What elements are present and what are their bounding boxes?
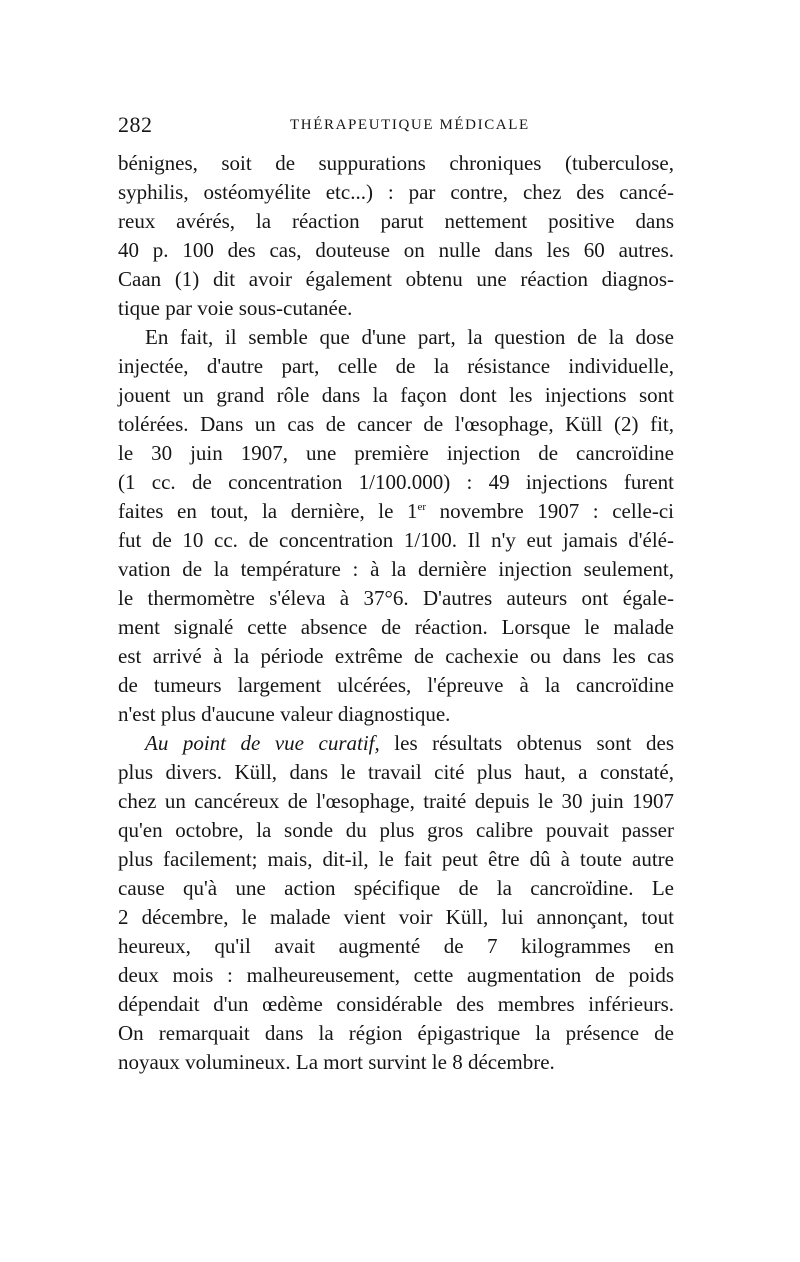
text-line: Caan (1) dit avoir également obtenu une réaction diagnos- (118, 267, 674, 291)
text-line: dépendait d'un œdème considérable des membres inférieurs. (118, 992, 674, 1016)
text-line: bénignes, soit de suppurations chroniques (tuberculose, (118, 151, 674, 175)
text-line: plus divers. Küll, dans le travail cité plus haut, a constaté, (118, 760, 674, 784)
italic-phrase: Au point de vue curatif, (145, 731, 380, 755)
text-fragment: faites en tout, la dernière, le 1 (118, 499, 418, 523)
superscript-text: er (417, 501, 427, 513)
text-line: chez un cancéreux de l'œsophage, traité depuis le 30 juin 1907 (118, 789, 674, 813)
text-line: injectée, d'autre part, celle de la résistance individuelle, (118, 354, 674, 378)
text-line: deux mois : malheureusement, cette augmentation de poids (118, 963, 674, 987)
text-fragment: les résultats obtenus sont des (379, 731, 674, 755)
text-line: syphilis, ostéomyélite etc...) : par contre, chez des cancé- (118, 180, 674, 204)
text-line: est arrivé à la période extrême de cachexie ou dans les cas (118, 644, 674, 668)
text-line: n'est plus d'aucune valeur diagnostique. (118, 702, 451, 726)
text-line: plus facilement; mais, dit-il, le fait peut être dû à toute autre (118, 847, 674, 871)
text-line-with-superscript (118, 497, 674, 526)
page-number: 282 (118, 112, 153, 137)
text-line: qu'en octobre, la sonde du plus gros calibre pouvait passer (118, 818, 674, 842)
text-line: reux avérés, la réaction parut nettement positive dans (118, 209, 674, 233)
text-line: cause qu'à une action spécifique de la cancroïdine. Le (118, 876, 674, 900)
text-fragment: novembre 1907 : celle-ci (426, 499, 674, 523)
text-line: tique par voie sous-cutanée. (118, 296, 353, 320)
text-line: 40 p. 100 des cas, douteuse on nulle dans les 60 autres. (118, 238, 674, 262)
text-line: vation de la température : à la dernière injection seulement, (118, 557, 674, 581)
text-line-with-italic (118, 729, 674, 758)
text-line: jouent un grand rôle dans la façon dont les injections sont (118, 383, 674, 407)
text-line: tolérées. Dans un cas de cancer de l'œsophage, Küll (2) fit, (118, 412, 674, 436)
text-line: En fait, il semble que d'une part, la question de la dose (145, 325, 674, 349)
text-line: le thermomètre s'éleva à 37°6. D'autres auteurs ont égale- (118, 586, 674, 610)
text-line: (1 cc. de concentration 1/100.000) : 49 injections furent (118, 470, 674, 494)
text-line: On remarquait dans la région épigastrique la présence de (118, 1021, 674, 1045)
text-line: le 30 juin 1907, une première injection de cancroïdine (118, 441, 674, 465)
text-line: fut de 10 cc. de concentration 1/100. Il n'y eut jamais d'élé- (118, 528, 674, 552)
text-line: ment signalé cette absence de réaction. Lorsque le malade (118, 615, 674, 639)
running-header (118, 112, 674, 142)
text-line: 2 décembre, le malade vient voir Küll, lui annonçant, tout (118, 905, 674, 929)
text-line: heureux, qu'il avait augmenté de 7 kilogrammes en (118, 934, 674, 958)
text-line: noyaux volumineux. La mort survint le 8 décembre. (118, 1050, 555, 1074)
text-line: de tumeurs largement ulcérées, l'épreuve à la cancroïdine (118, 673, 674, 697)
running-title: THÉRAPEUTIQUE MÉDICALE (290, 117, 530, 133)
body-text (118, 149, 674, 1077)
